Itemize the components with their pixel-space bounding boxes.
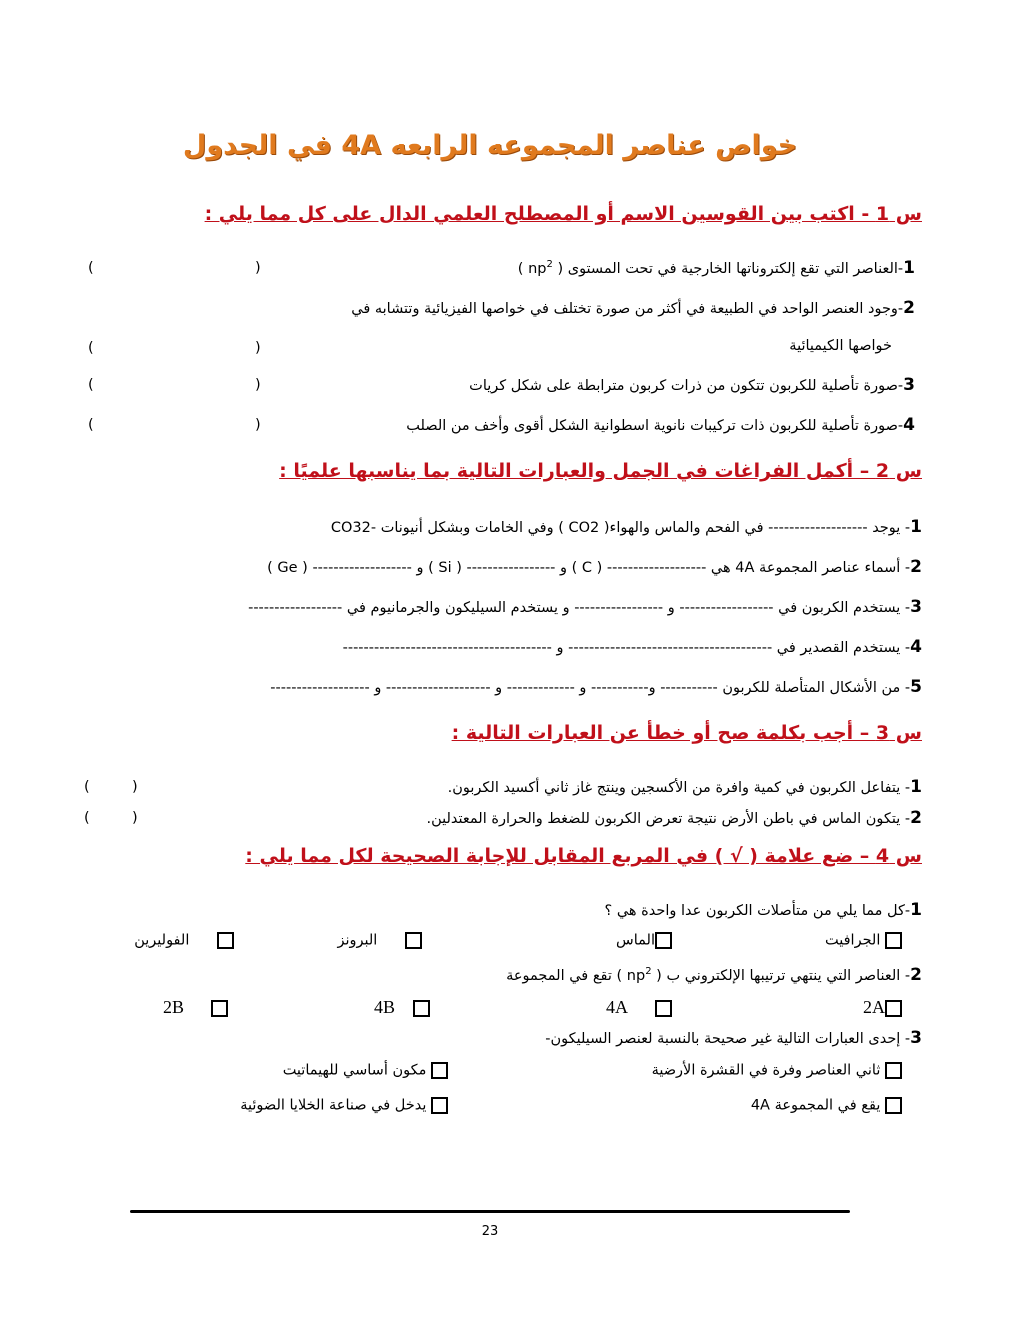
q3-item-2-text: - يتكون الماس في باطن الأرض نتيجة تعرض الكربون للضغط والحرارة المعتدلين.	[426, 811, 911, 827]
answer-paren-open: (	[132, 810, 138, 826]
option-label: يدخل في صناعة الخلايا الضوئية	[240, 1097, 427, 1114]
answer-paren-close: )	[84, 779, 90, 795]
q4-item-2-text: - العناصر التي ينتهي ترتيبها الإلكتروني ب ( np	[626, 968, 911, 984]
q3-item-2-number: 2	[910, 808, 922, 828]
q2-item-5	[270, 677, 922, 697]
q4-1-option[interactable]	[134, 932, 234, 949]
checkbox[interactable]	[885, 932, 902, 949]
q2-item-2-text: - أسماء عناصر المجموعة 4A هي ------------------- ( C ) و ----------------- ( Si ) و ------------------- ( Ge )	[267, 560, 911, 576]
q2-item-1-text: - يوجد ------------------- في الفحم والماس والهواء( CO2 ) وفي الخامات وبشكل أنيونات -CO32	[330, 520, 911, 536]
q3-item-1-text: - يتفاعل الكربون في كمية وافرة من الأكسجين وينتج غاز ثاني أكسيد الكربون.	[447, 780, 911, 796]
option-label: 2B	[162, 997, 184, 1017]
q4-item-1-text: -كل مما يلي من متأصلات الكربون عدا واحدة هي ؟	[604, 903, 911, 919]
q1-item-3-number: 3	[903, 375, 915, 395]
checkbox[interactable]	[413, 1000, 430, 1017]
checkbox[interactable]	[885, 1097, 902, 1114]
q4-item-2-sup: 2	[645, 966, 652, 978]
option-label: الفوليرين	[134, 932, 190, 949]
q4-1-option[interactable]	[616, 932, 672, 949]
q4-item-1	[605, 900, 922, 920]
q1-heading: س 1 - اكتب بين القوسين الاسم أو المصطلح العلمي الدال على كل مما يلي :	[204, 203, 922, 225]
q4-item-1-number: 1	[910, 900, 922, 920]
q4-item-2	[506, 965, 922, 985]
checkbox[interactable]	[885, 1000, 902, 1017]
answer-paren-open: (	[132, 779, 138, 795]
checkbox[interactable]	[885, 1062, 902, 1079]
answer-paren-open: (	[255, 340, 261, 356]
q1-item-3-text: -صورة تأصلية للكربون تتكون من ذرات كربون مترابطة على شكل كريات	[469, 378, 904, 394]
q1-item-4-text: -صورة تأصلية للكربون ذات تركيبات نانوية اسطوانية الشكل أقوى وأخف من الصلب	[406, 418, 904, 434]
q1-item-4	[406, 415, 915, 435]
q1-item-2-number: 2	[903, 298, 915, 318]
answer-paren-close: )	[88, 417, 94, 433]
option-label: 4A	[606, 997, 628, 1017]
option-label: الماس	[616, 932, 655, 949]
answer-paren-open: (	[255, 260, 261, 276]
q4-1-option[interactable]	[825, 932, 902, 949]
q4-1-option[interactable]	[337, 932, 422, 949]
q4-2-option[interactable]	[606, 997, 672, 1018]
q4-3-option[interactable]	[240, 1097, 448, 1114]
q1-item-2	[351, 298, 915, 318]
q1-item-1-number: 1	[903, 258, 915, 278]
option-label: البرونز	[337, 932, 378, 949]
option-label: 2A	[863, 997, 885, 1017]
q1-item-1	[518, 258, 915, 278]
q2-item-3-text: - يستخدم الكربون في ------------------ و ----------------- و يستخدم السيليكون والجرمانيوم في ------------------	[248, 600, 911, 616]
q4-item-3-text: - إحدى العبارات التالية غير صحيحة بالنسبة لعنصر السيليكون-	[545, 1031, 911, 1047]
checkbox[interactable]	[431, 1097, 448, 1114]
checkbox[interactable]	[655, 932, 672, 949]
option-label: مكون أساسي للهيماتيت	[282, 1062, 427, 1079]
q2-item-5-text: - من الأشكال المتأصلة للكربون ----------- و----------- و ------------- و -------------------- و -------------------	[270, 680, 911, 696]
checkbox[interactable]	[217, 932, 234, 949]
q2-item-4-text: - يستخدم القصدير في --------------------------------------- و ----------------------------------------	[342, 640, 911, 656]
q2-item-4-number: 4	[910, 637, 922, 657]
option-label: يقع في المجموعة 4A	[750, 1097, 881, 1114]
checkbox[interactable]	[405, 932, 422, 949]
q2-item-5-number: 5	[910, 677, 922, 697]
q3-item-2	[426, 808, 922, 828]
checkbox[interactable]	[431, 1062, 448, 1079]
q1-item-3	[469, 375, 915, 395]
q1-item-1-sup: 2	[546, 259, 553, 271]
q2-item-3-number: 3	[910, 597, 922, 617]
q2-item-2-number: 2	[910, 557, 922, 577]
footer-divider	[130, 1210, 850, 1213]
checkbox[interactable]	[211, 1000, 228, 1017]
q4-item-3-number: 3	[910, 1028, 922, 1048]
q1-item-2-text: -وجود العنصر الواحد في الطبيعة في أكثر من صورة تختلف في خواصها الفيزيائية وتتشابه في	[351, 301, 904, 317]
q2-item-4	[343, 637, 922, 657]
answer-paren-close: )	[88, 260, 94, 276]
option-label: 4B	[373, 997, 395, 1017]
page-number: 23	[481, 1224, 499, 1239]
answer-paren-open: (	[255, 417, 261, 433]
q4-item-3	[545, 1028, 922, 1048]
q4-2-option[interactable]	[163, 997, 228, 1018]
q1-item-2-cont: خواصها الكيميائية	[789, 338, 892, 354]
q2-item-3	[248, 597, 922, 617]
answer-paren-close: )	[84, 810, 90, 826]
answer-paren-open: (	[255, 377, 261, 393]
q3-heading: س 3 – أجب بكلمة صح أو خطأ عن العبارات التالية :	[451, 722, 922, 744]
checkbox[interactable]	[655, 1000, 672, 1017]
q4-2-option[interactable]	[863, 997, 902, 1018]
q4-2-option[interactable]	[374, 997, 430, 1018]
q4-3-option[interactable]	[283, 1062, 448, 1079]
option-label: الجرافيت	[825, 932, 881, 949]
q4-item-2-text-end: ) تقع في المجموعة	[506, 968, 627, 984]
q3-item-1	[448, 777, 922, 797]
q4-heading: س 4 – ضع علامة ( √ ) في المربع المقابل للإجابة الصحيحة لكل مما يلي :	[245, 845, 922, 867]
q2-heading: س 2 – أكمل الفراغات في الجمل والعبارات التالية بما يناسبها علميًا :	[279, 460, 922, 482]
q2-item-2	[267, 557, 922, 577]
q1-item-1-text-end: )	[517, 261, 529, 277]
q2-item-1	[331, 517, 922, 537]
q4-3-option[interactable]	[751, 1097, 902, 1114]
page-title: خواص عناصر المجموعه الرابعه 4A في الجدول	[182, 130, 798, 161]
option-label: ثاني العناصر وفرة في القشرة الأرضية	[651, 1062, 881, 1079]
q4-3-option[interactable]	[652, 1062, 902, 1079]
answer-paren-close: )	[88, 340, 94, 356]
q3-item-1-number: 1	[910, 777, 922, 797]
q4-item-2-number: 2	[910, 965, 922, 985]
answer-paren-close: )	[88, 377, 94, 393]
q2-item-1-number: 1	[910, 517, 922, 537]
q1-item-4-number: 4	[903, 415, 915, 435]
q1-item-1-text: -العناصر التي تقع إلكتروناتها الخارجية في تحت المستوى ( np	[528, 261, 904, 277]
